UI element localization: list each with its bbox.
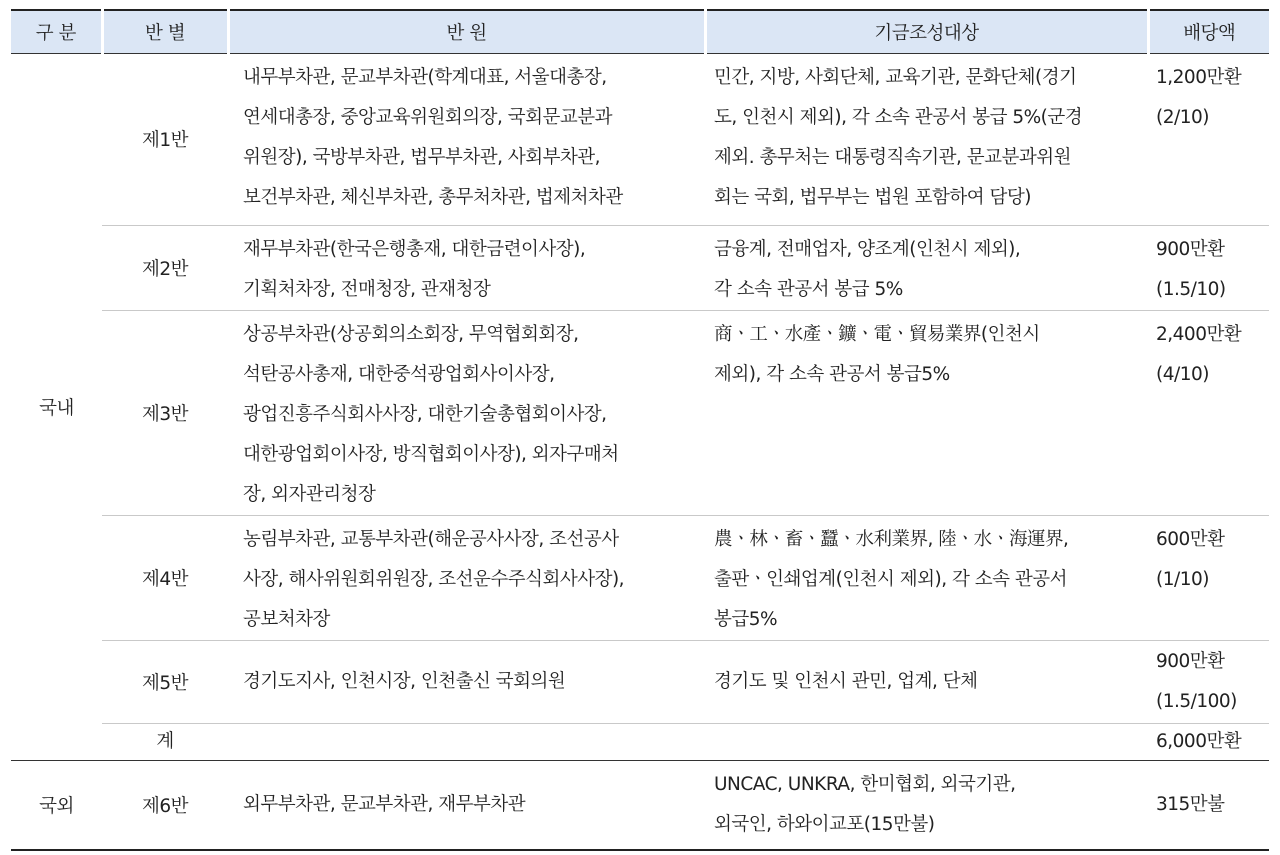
fund-allocation-table (11, 9, 1269, 851)
amount-value: 600만환 (1156, 528, 1225, 550)
text-line: 외무부차관, 문교부차관, 재무부차관 (243, 793, 526, 815)
members-cell (228, 515, 705, 640)
amount-cell (1148, 225, 1269, 310)
group-label: 제5반 (102, 640, 228, 723)
table-row (11, 310, 1269, 515)
text-line: 출판ㆍ인쇄업계(인천시 제외), 각 소속 관공서 (714, 568, 1068, 590)
text-line: 상공부차관(상공회의소회장, 무역협회회장, (243, 323, 579, 345)
members-cell (228, 53, 705, 225)
header-members: 반 원 (228, 10, 705, 53)
header-allocation: 배당액 (1148, 10, 1269, 53)
text-line: 농림부차관, 교통부차관(해운공사사장, 조선공사 (243, 528, 619, 550)
amount-cell (1148, 515, 1269, 640)
text-line: 석탄공사총재, 대한중석광업회사이사장, (243, 363, 555, 385)
target-cell (705, 640, 1148, 723)
text-line: 제외. 총무처는 대통령직속기관, 문교분과위원 (714, 146, 1071, 168)
subtotal-row (11, 723, 1269, 760)
empty-cell (228, 723, 705, 760)
subtotal-amount: 6,000만환 (1148, 723, 1269, 760)
table-row (11, 53, 1269, 225)
text-line: 공보처차장 (243, 608, 330, 630)
amount-ratio: (2/10) (1156, 106, 1209, 128)
target-cell (705, 515, 1148, 640)
target-cell (705, 53, 1148, 225)
text-line: 경기도 및 인천시 관민, 업계, 단체 (714, 670, 978, 692)
text-line: 회는 국회, 법무부는 법원 포함하여 담당) (714, 186, 1031, 208)
amount-value: 2,400만환 (1156, 323, 1242, 345)
text-line: 연세대총장, 중앙교육위원회의장, 국회문교분과 (243, 106, 612, 128)
amount-ratio: (4/10) (1156, 363, 1209, 385)
text-line: UNCAC, UNKRA, 한미협회, 외국기관, (714, 773, 1016, 795)
amount-value: 315만불 (1156, 793, 1225, 815)
target-cell (705, 225, 1148, 310)
empty-cell (705, 723, 1148, 760)
text-line: 기획처차장, 전매청장, 관재청장 (243, 278, 491, 300)
table-row (11, 640, 1269, 723)
amount-cell (1148, 53, 1269, 225)
category-domestic: 국내 (11, 53, 102, 760)
text-line: 각 소속 관공서 봉급 5% (714, 278, 903, 300)
text-line: 위원장), 국방부차관, 법무부차관, 사회부차관, (243, 146, 601, 168)
amount-ratio: (1/10) (1156, 568, 1209, 590)
text-line: 경기도지사, 인천시장, 인천출신 국회의원 (243, 670, 566, 692)
text-line: 광업진흥주식회사사장, 대한기술총협회이사장, (243, 403, 607, 425)
text-line: 보건부차관, 체신부차관, 총무처차관, 법제처차관 (243, 186, 623, 208)
amount-cell (1148, 760, 1269, 850)
amount-value: 900만환 (1156, 238, 1225, 260)
amount-ratio: (1.5/10) (1156, 278, 1226, 300)
target-cell (705, 760, 1148, 850)
group-label: 제3반 (102, 310, 228, 515)
table-row (11, 760, 1269, 850)
members-cell (228, 310, 705, 515)
text-line: 農ㆍ林ㆍ畜ㆍ蠶ㆍ水利業界, 陸ㆍ水ㆍ海運界, (714, 528, 1069, 550)
text-line: 대한광업회이사장, 방직협회이사장), 외자구매처 (243, 443, 619, 465)
category-overseas: 국외 (11, 760, 102, 850)
target-cell (705, 310, 1148, 515)
text-line: 商ㆍ工ㆍ水產ㆍ鑛ㆍ電ㆍ貿易業界(인천시 (714, 323, 1040, 345)
members-cell (228, 760, 705, 850)
table-row (11, 225, 1269, 310)
header-category: 구 분 (11, 10, 102, 53)
text-line: 재무부차관(한국은행총재, 대한금련이사장), (243, 238, 586, 260)
amount-cell (1148, 640, 1269, 723)
text-line: 외국인, 하와이교포(15만불) (714, 813, 935, 835)
amount-value: 900만환 (1156, 650, 1225, 672)
text-line: 사장, 해사위원회위원장, 조선운수주식회사사장), (243, 568, 625, 590)
amount-ratio: (1.5/100) (1156, 690, 1237, 712)
group-label: 제1반 (102, 53, 228, 225)
text-line: 봉급5% (714, 608, 778, 630)
amount-cell (1148, 310, 1269, 515)
group-label: 제6반 (102, 760, 228, 850)
text-line: 장, 외자관리청장 (243, 483, 376, 505)
fund-allocation-table-wrapper (11, 9, 1269, 851)
text-line: 내무부차관, 문교부차관(학계대표, 서울대총장, (243, 66, 607, 88)
subtotal-label: 계 (102, 723, 228, 760)
header-group: 반 별 (102, 10, 228, 53)
members-cell (228, 225, 705, 310)
group-label: 제2반 (102, 225, 228, 310)
header-row (11, 10, 1269, 53)
group-label: 제4반 (102, 515, 228, 640)
table-row (11, 515, 1269, 640)
amount-value: 1,200만환 (1156, 66, 1242, 88)
text-line: 민간, 지방, 사회단체, 교육기관, 문화단체(경기 (714, 66, 1077, 88)
text-line: 도, 인천시 제외), 각 소속 관공서 봉급 5%(군경 (714, 106, 1083, 128)
text-line: 금융계, 전매업자, 양조계(인천시 제외), (714, 238, 1021, 260)
header-fund-target: 기금조성대상 (705, 10, 1148, 53)
members-cell (228, 640, 705, 723)
text-line: 제외), 각 소속 관공서 봉급5% (714, 363, 950, 385)
